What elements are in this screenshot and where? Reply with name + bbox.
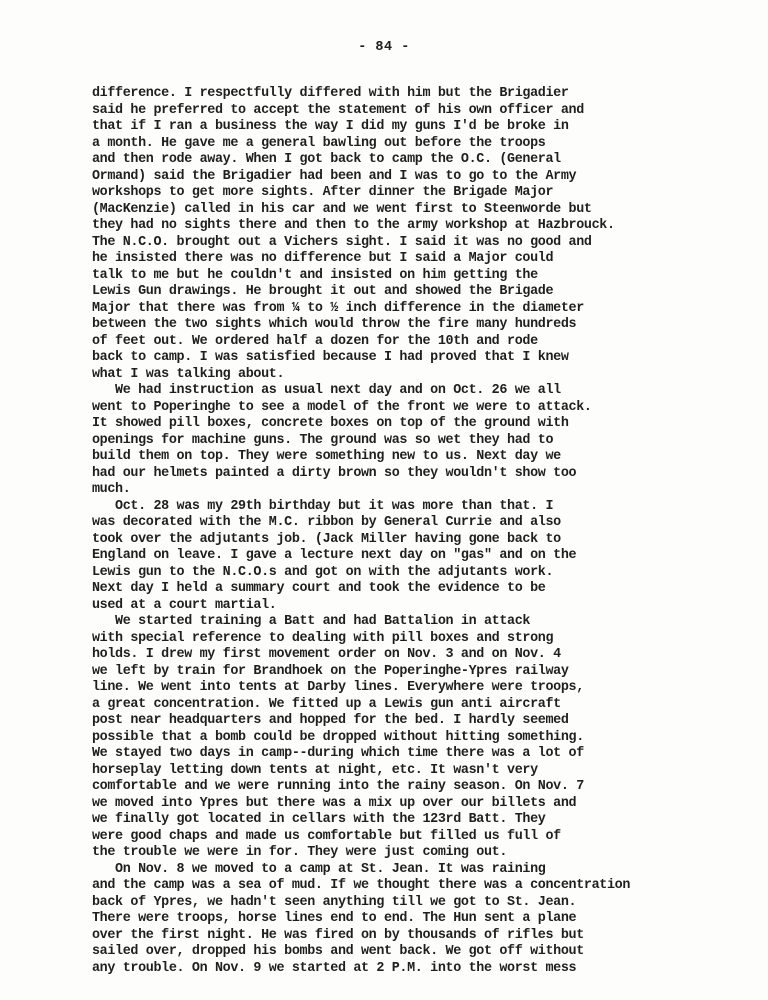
text-line: used at a court martial. bbox=[92, 597, 277, 613]
text-line: post near headquarters and hopped for the bed. I hardly seemed bbox=[92, 713, 569, 728]
text-line: much. bbox=[92, 482, 131, 497]
text-line: We stayed two days in camp--during which time there was a lot of bbox=[92, 746, 584, 761]
text-line: over the first night. He was fired on by thousands of rifles but bbox=[92, 927, 584, 943]
text-line: a great concentration. We fitted up a Lewis gun anti aircraft bbox=[92, 696, 561, 712]
text-line: comfortable and we were running into the rainy season. On Nov. 7 bbox=[92, 779, 584, 794]
text-line: took over the adjutants job. (Jack Miller having gone back to bbox=[92, 531, 561, 547]
text-line: was decorated with the M.C. ribbon by General Currie and also bbox=[92, 515, 561, 530]
text-line: that if I ran a business the way I did my guns I'd be broke in bbox=[92, 119, 569, 134]
text-line: any trouble. On Nov. 9 we started at 2 P.M. into the worst mess bbox=[92, 960, 577, 976]
text-line: workshops to get more sights. After dinner the Brigade Major bbox=[92, 185, 554, 200]
text-line: There were troops, horse lines end to end. The Hun sent a plane bbox=[92, 911, 577, 926]
text-line: and then rode away. When I got back to camp the O.C. (General bbox=[92, 152, 561, 167]
text-line: The N.C.O. brought out a Vichers sight. I said it was no good and bbox=[92, 234, 592, 250]
text-line: had our helmets painted a dirty brown so they wouldn't show too bbox=[92, 465, 577, 481]
text-line: possible that a bomb could be dropped without hitting something. bbox=[92, 729, 584, 745]
text-line: they had no sights there and then to the army workshop at Hazbrouck. bbox=[92, 218, 615, 233]
text-line: Next day I held a summary court and took the evidence to be bbox=[92, 581, 546, 596]
text-line: said he preferred to accept the statement of his own officer and bbox=[92, 102, 584, 118]
text-line: We started training a Batt and had Battalion in attack bbox=[92, 614, 531, 629]
text-line: of feet out. We ordered half a dozen for the 10th and rode bbox=[92, 333, 538, 349]
text-line: holds. I drew my first movement order on Nov. 3 and on Nov. 4 bbox=[92, 647, 561, 662]
text-line: and the camp was a sea of mud. If we thought there was a concentration bbox=[92, 878, 630, 893]
text-line: he insisted there was no difference but I said a Major could bbox=[92, 251, 554, 266]
text-line: openings for machine guns. The ground was so wet they had to bbox=[92, 432, 554, 448]
text-line: horseplay letting down tents at night, etc. It wasn't very bbox=[92, 762, 538, 778]
text-line: Major that there was from ¼ to ½ inch difference in the diameter bbox=[92, 300, 584, 316]
text-line: the trouble we were in for. They were just coming out. bbox=[92, 845, 508, 860]
text-line: We had instruction as usual next day and on Oct. 26 we all bbox=[92, 383, 561, 398]
text-line: what I was talking about. bbox=[92, 366, 285, 382]
page-number: - 84 - bbox=[358, 40, 410, 55]
text-line: with special reference to dealing with pill boxes and strong bbox=[92, 630, 554, 646]
text-line: talk to me but he couldn't and insisted on him getting the bbox=[92, 267, 538, 283]
text-line: went to Poperinghe to see a model of the front we were to attack. bbox=[92, 399, 592, 415]
text-line: back to camp. I was satisfied because I had proved that I knew bbox=[92, 350, 569, 365]
text-line: build them on top. They were something new to us. Next day we bbox=[92, 449, 561, 464]
text-line: difference. I respectfully differed with him but the Brigadier bbox=[92, 86, 569, 101]
text-line: we moved into Ypres but there was a mix up over our billets and bbox=[92, 795, 577, 811]
text-line: we left by train for Brandhoek on the Poperinghe-Ypres railway bbox=[92, 663, 569, 679]
text-line: Lewis gun to the N.C.O.s and got on with the adjutants work. bbox=[92, 564, 554, 580]
text-line: Oct. 28 was my 29th birthday but it was more than that. I bbox=[92, 498, 554, 514]
text-line: between the two sights which would throw the fire many hundreds bbox=[92, 317, 577, 332]
text-line: Lewis Gun drawings. He brought it out and showed the Brigade bbox=[92, 284, 554, 299]
text-line: were good chaps and made us comfortable but filled us full of bbox=[92, 828, 561, 844]
text-line: we finally got located in cellars with the 123rd Batt. They bbox=[92, 812, 546, 827]
text-line: a month. He gave me a general bawling out before the troops bbox=[92, 135, 546, 151]
text-line: sailed over, dropped his bombs and went back. We got off without bbox=[92, 944, 584, 959]
text-line: (MacKenzie) called in his car and we went first to Steenworde but bbox=[92, 201, 592, 217]
body-text bbox=[92, 86, 760, 977]
text-line: England on leave. I gave a lecture next day on "gas" and on the bbox=[92, 548, 577, 563]
text-line: line. We went into tents at Darby lines. Everywhere were troops, bbox=[92, 680, 584, 695]
text-line: On Nov. 8 we moved to a camp at St. Jean. It was raining bbox=[92, 861, 546, 877]
text-line: Ormand) said the Brigadier had been and I was to go to the Army bbox=[92, 168, 577, 184]
text-line: back of Ypres, we hadn't seen anything till we got to St. Jean. bbox=[92, 894, 577, 910]
text-line: It showed pill boxes, concrete boxes on top of the ground with bbox=[92, 416, 569, 431]
